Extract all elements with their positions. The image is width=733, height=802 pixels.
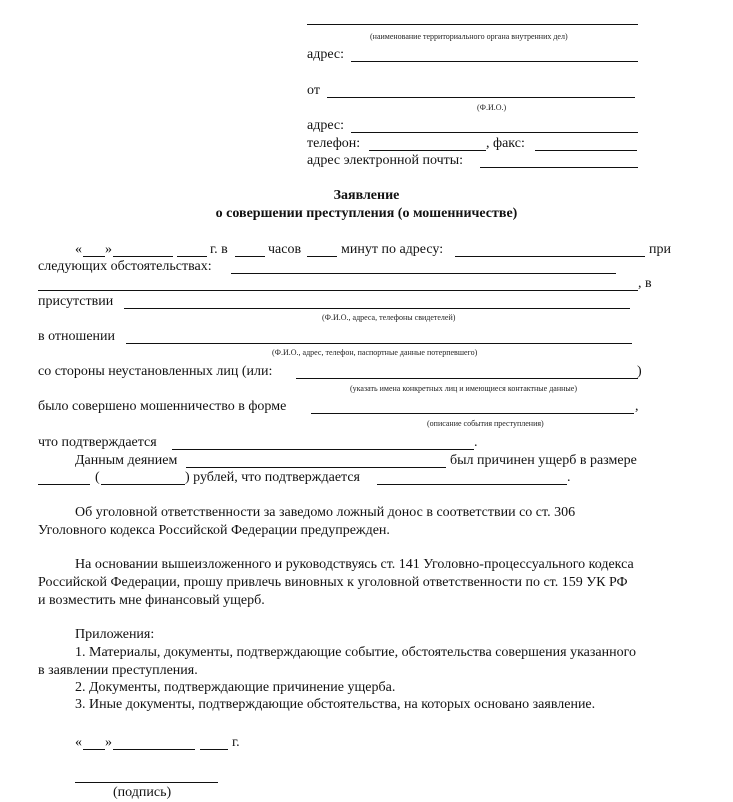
damage-end: был причинен ущерб в размере <box>450 453 637 468</box>
event-address-line[interactable] <box>455 256 645 257</box>
fax-label: , факс: <box>486 136 525 151</box>
at-word: при <box>649 242 671 257</box>
address-label: адрес: <box>307 47 345 62</box>
attachment-2: 2. Документы, подтверждающие причинение ущерба. <box>75 680 396 695</box>
period: . <box>474 435 478 450</box>
event-caption: (описание события преступления) <box>427 419 544 428</box>
circumstances-line[interactable] <box>231 273 616 274</box>
witnesses-line[interactable] <box>124 308 630 309</box>
document-subtitle: о совершении преступления (о мошенничестве) <box>215 206 518 221</box>
liability-line-2: Уголовного кодекса Российской Федерации предупрежден. <box>38 523 390 538</box>
event-day-line[interactable] <box>83 256 105 257</box>
from-fio-line[interactable] <box>327 97 635 98</box>
attachments-heading: Приложения: <box>75 627 155 642</box>
address2-line[interactable] <box>351 132 638 133</box>
v-word: , в <box>638 276 652 291</box>
email-label: адрес электронной почты: <box>307 153 464 168</box>
period-2: . <box>567 470 571 485</box>
organ-name-caption: (наименование территориального органа внутренних дел) <box>370 32 568 41</box>
date-quote-open: « <box>75 242 82 257</box>
damage-proof-line[interactable] <box>377 484 567 485</box>
organ-name-line[interactable] <box>307 24 638 25</box>
phone-line[interactable] <box>369 150 486 151</box>
victim-caption: (Ф.И.О., адрес, телефон, паспортные данные потерпевшего) <box>272 348 478 357</box>
damage-amount-line[interactable] <box>38 484 90 485</box>
fraud-form-label: было совершено мошенничество в форме <box>38 399 287 414</box>
request-line-2: Российской Федерации, прошу привлечь виновных к уголовной ответственности по ст. 159 УК РФ <box>38 575 628 590</box>
sign-day-line[interactable] <box>83 749 105 750</box>
open-paren: ( <box>95 470 100 485</box>
email-line[interactable] <box>480 167 638 168</box>
confirmation-line[interactable] <box>172 449 474 450</box>
phone-label: телефон: <box>307 136 361 151</box>
event-hours-line[interactable] <box>235 256 265 257</box>
damage-description-line[interactable] <box>186 467 446 468</box>
address-line[interactable] <box>351 61 638 62</box>
damage-start: Данным деянием <box>75 453 178 468</box>
attachment-1-line-1: 1. Материалы, документы, подтверждающие событие, обстоятельства совершения указанного <box>75 645 636 660</box>
fax-line[interactable] <box>535 150 637 151</box>
signature-caption: (подпись) <box>113 785 172 800</box>
request-line-3: и возместить мне финансовый ущерб. <box>38 593 265 608</box>
circumstances-label: следующих обстоятельствах: <box>38 259 212 274</box>
sign-year-line[interactable] <box>200 749 228 750</box>
liability-line-1: Об уголовной ответственности за заведомо ложный донос в соответствии со ст. 306 <box>75 505 576 520</box>
event-minutes-line[interactable] <box>307 256 337 257</box>
event-year-line[interactable] <box>177 256 207 257</box>
unknown-persons-label: со стороны неустановленных лиц (или: <box>38 364 273 379</box>
rubles-label: ) рублей, что подтверждается <box>185 470 360 485</box>
request-line-1: На основании вышеизложенного и руководствуясь ст. 141 Уголовно-процессуального кодекса <box>75 557 634 572</box>
hours-label: часов <box>268 242 302 257</box>
attachment-1-line-2: в заявлении преступления. <box>38 663 198 678</box>
event-month-line[interactable] <box>113 256 173 257</box>
address2-label: адрес: <box>307 118 345 133</box>
document-title: Заявление <box>333 188 400 203</box>
persons-line[interactable] <box>296 378 638 379</box>
close-paren: ) <box>637 364 642 379</box>
signature-line[interactable] <box>75 782 218 783</box>
year-suffix: г. в <box>210 242 228 257</box>
date-quote-close: » <box>105 242 112 257</box>
presence-label: присутствии <box>38 294 114 309</box>
footer-year: г. <box>232 735 240 750</box>
fraud-form-line[interactable] <box>311 413 634 414</box>
fio-caption: (Ф.И.О.) <box>477 103 507 112</box>
circumstances-line-2[interactable] <box>38 290 638 291</box>
footer-quote-open: « <box>75 735 82 750</box>
confirmed-by-label: что подтверждается <box>38 435 157 450</box>
minutes-label: минут по адресу: <box>341 242 444 257</box>
from-label: от <box>307 83 320 98</box>
comma: , <box>635 399 639 414</box>
sign-month-line[interactable] <box>113 749 195 750</box>
attachment-3: 3. Иные документы, подтверждающие обстоятельства, на которых основано заявление. <box>75 697 596 712</box>
regarding-label: в отношении <box>38 329 116 344</box>
witness-caption: (Ф.И.О., адреса, телефоны свидетелей) <box>322 313 456 322</box>
damage-amount-words-line[interactable] <box>101 484 185 485</box>
persons-caption: (указать имена конкретных лиц и имеющиеся контактные данные) <box>350 384 577 393</box>
footer-quote-close: » <box>105 735 112 750</box>
victim-line[interactable] <box>126 343 632 344</box>
